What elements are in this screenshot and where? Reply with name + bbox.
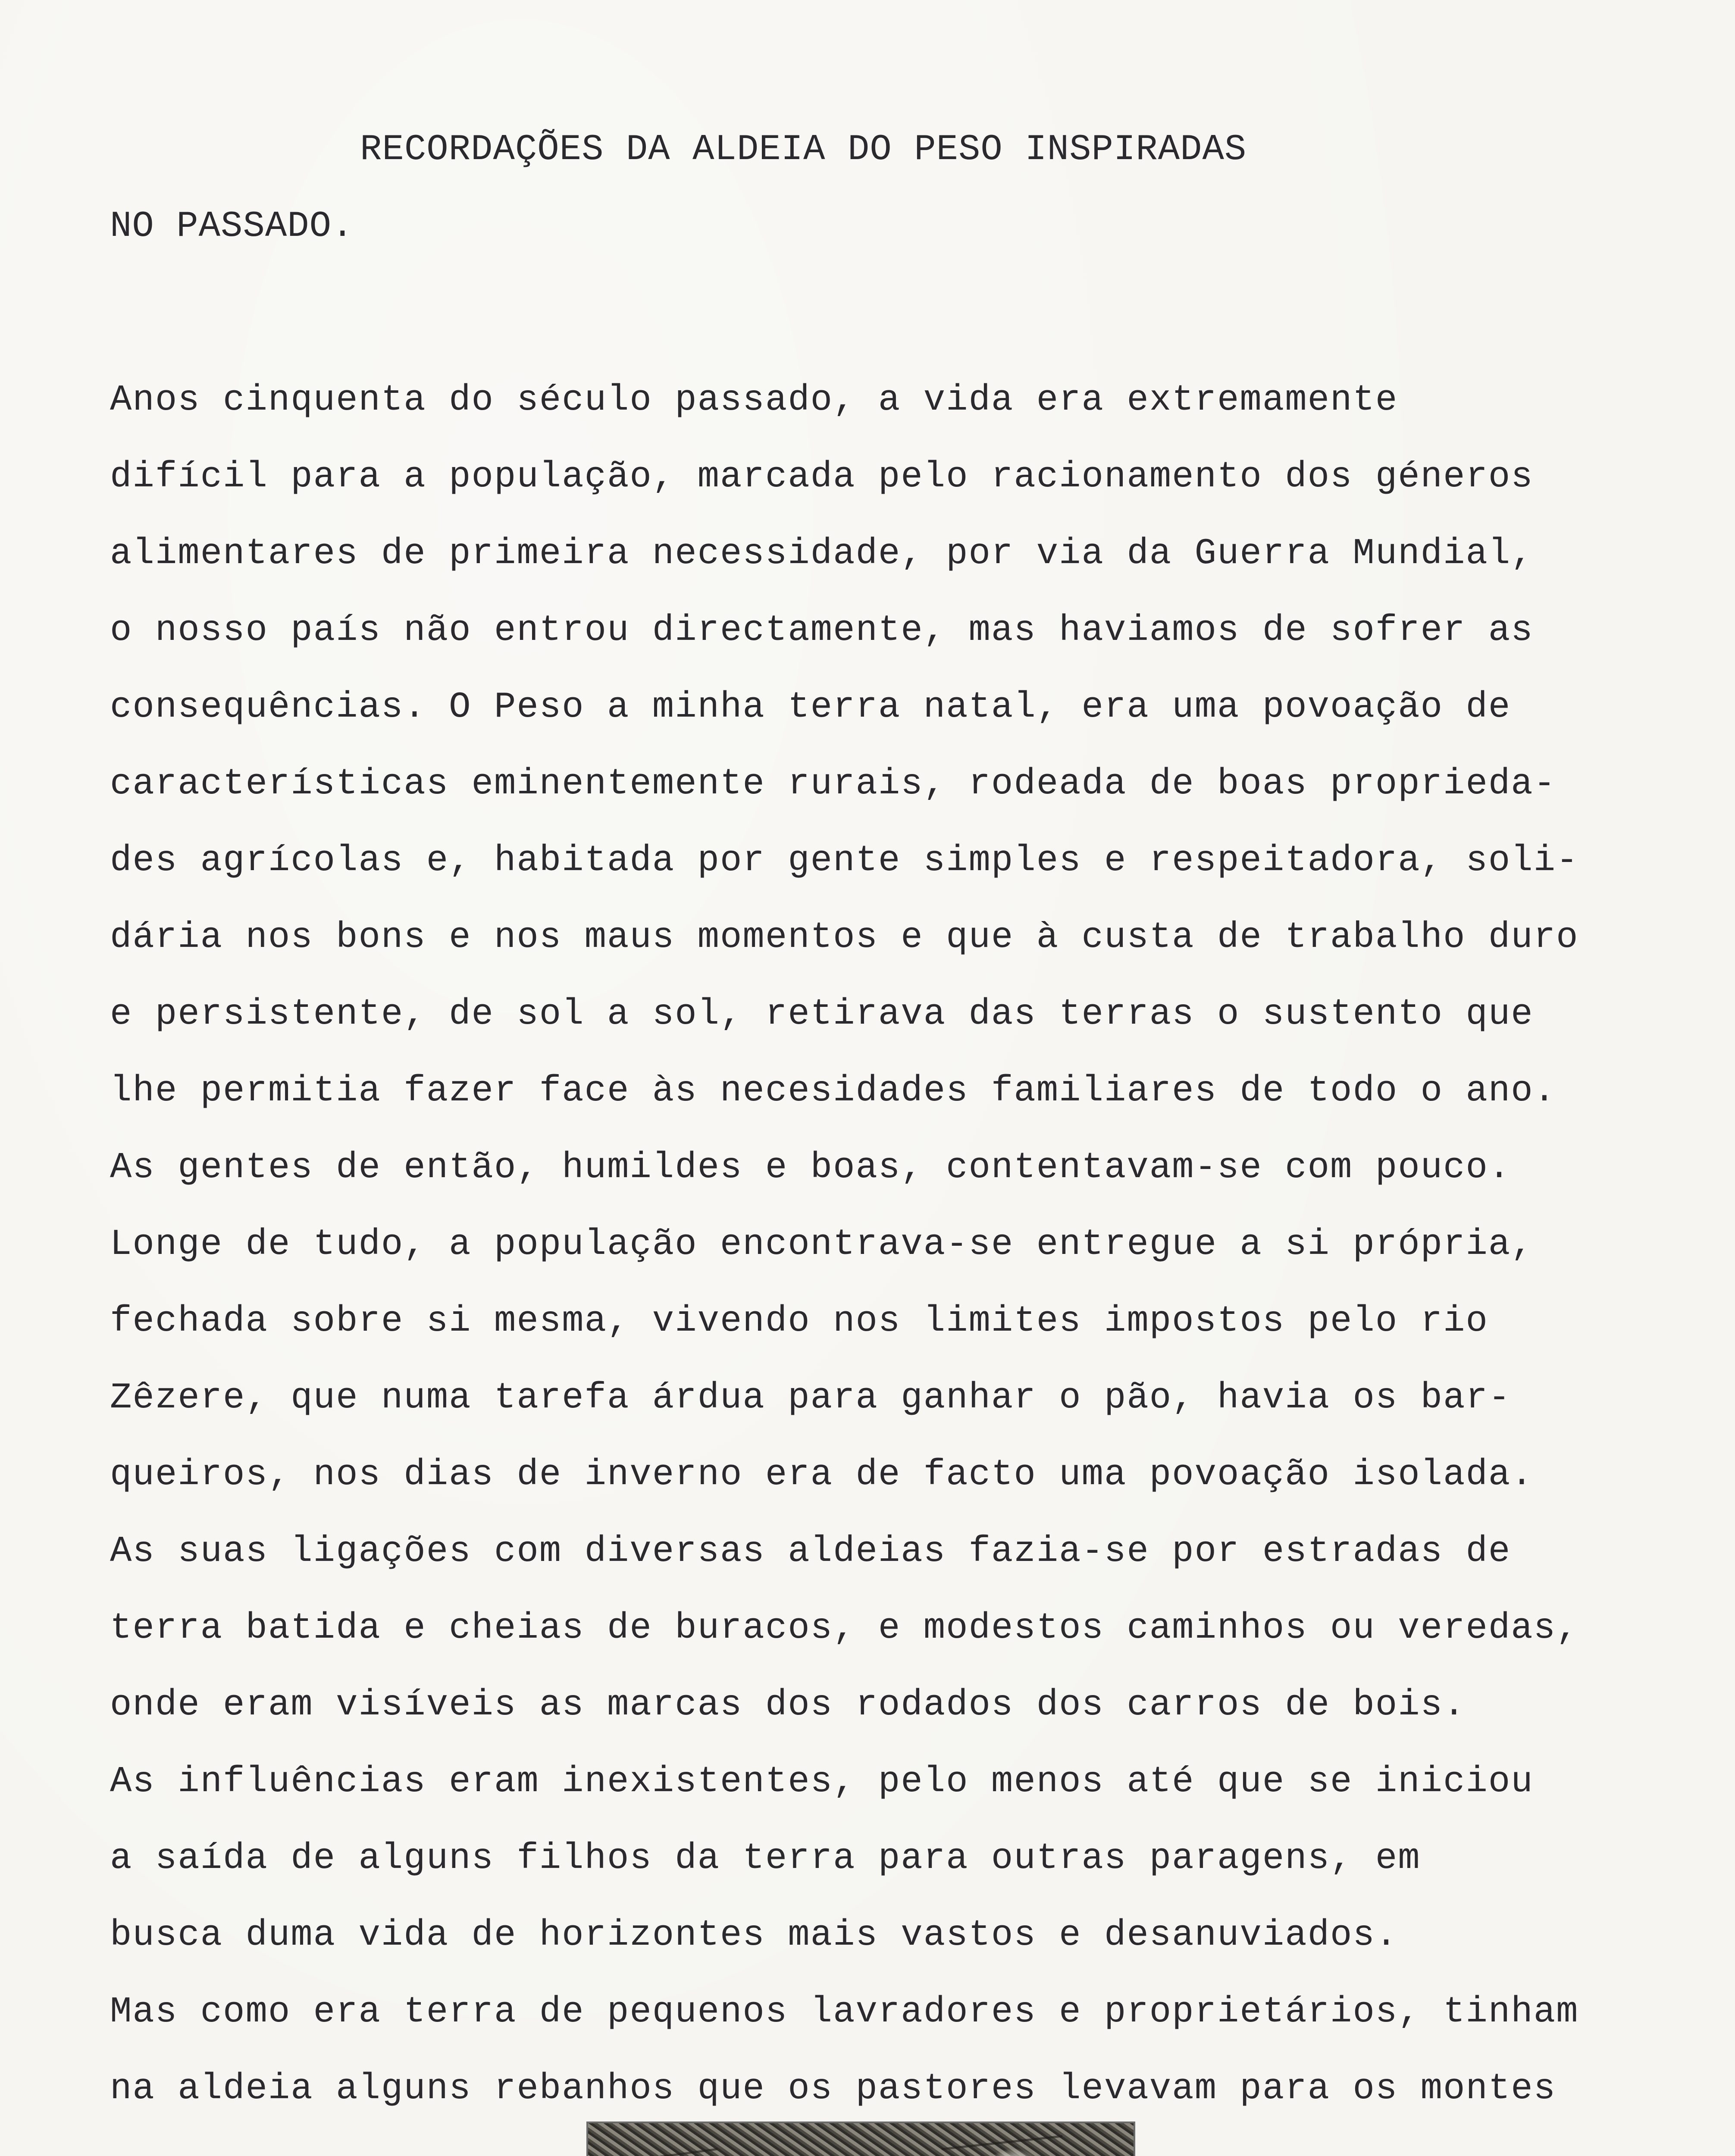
text-line: difícil para a população, marcada pelo racionamento dos géneros xyxy=(110,457,1534,498)
document-subtitle: NO PASSADO. xyxy=(110,206,354,247)
text-line: na aldeia alguns rebanhos que os pastores levavam para os montes xyxy=(110,2068,1556,2109)
document-title: RECORDAÇÕES DA ALDEIA DO PESO INSPIRADAS xyxy=(360,129,1247,170)
text-line: o nosso país não entrou directamente, mas haviamos de sofrer as xyxy=(110,610,1534,651)
text-line: consequências. O Peso a minha terra natal, era uma povoação de xyxy=(110,687,1511,728)
ground-photo xyxy=(586,2122,1135,2156)
text-line: As gentes de então, humildes e boas, contentavam-se com pouco. xyxy=(110,1147,1511,1188)
text-line: onde eram visíveis as marcas dos rodados dos carros de bois. xyxy=(110,1685,1466,1726)
grass-blades-illustration xyxy=(588,2123,1134,2156)
body-text xyxy=(110,362,1645,2128)
text-line: des agrícolas e, habitada por gente simples e respeitadora, soli- xyxy=(110,840,1579,881)
text-line: queiros, nos dias de inverno era de facto uma povoação isolada. xyxy=(110,1454,1534,1495)
text-line: As suas ligações com diversas aldeias fazia-se por estradas de xyxy=(110,1531,1511,1572)
text-line: lhe permitia fazer face às necesidades familiares de todo o ano. xyxy=(110,1071,1556,1112)
text-line: terra batida e cheias de buracos, e modestos caminhos ou veredas, xyxy=(110,1608,1579,1649)
text-line: busca duma vida de horizontes mais vastos e desanuviados. xyxy=(110,1915,1398,1956)
text-line: características eminentemente rurais, rodeada de boas proprieda- xyxy=(110,764,1556,805)
text-line: As influências eram inexistentes, pelo menos até que se iniciou xyxy=(110,1761,1534,1802)
text-line: e persistente, de sol a sol, retirava das terras o sustento que xyxy=(110,994,1534,1035)
text-line: Zêzere, que numa tarefa árdua para ganhar o pão, havia os bar- xyxy=(110,1378,1511,1419)
text-line: Anos cinquenta do século passado, a vida era extremamente xyxy=(110,380,1398,421)
text-line: Mas como era terra de pequenos lavradores e proprietários, tinham xyxy=(110,1992,1579,2033)
text-line: fechada sobre si mesma, vivendo nos limites impostos pelo rio xyxy=(110,1301,1488,1342)
text-line: dária nos bons e nos maus momentos e que à custa de trabalho duro xyxy=(110,917,1579,958)
text-line: Longe de tudo, a população encontrava-se entregue a si própria, xyxy=(110,1224,1534,1265)
text-line: a saída de alguns filhos da terra para outras paragens, em xyxy=(110,1838,1421,1879)
text-line: alimentares de primeira necessidade, por via da Guerra Mundial, xyxy=(110,533,1534,574)
